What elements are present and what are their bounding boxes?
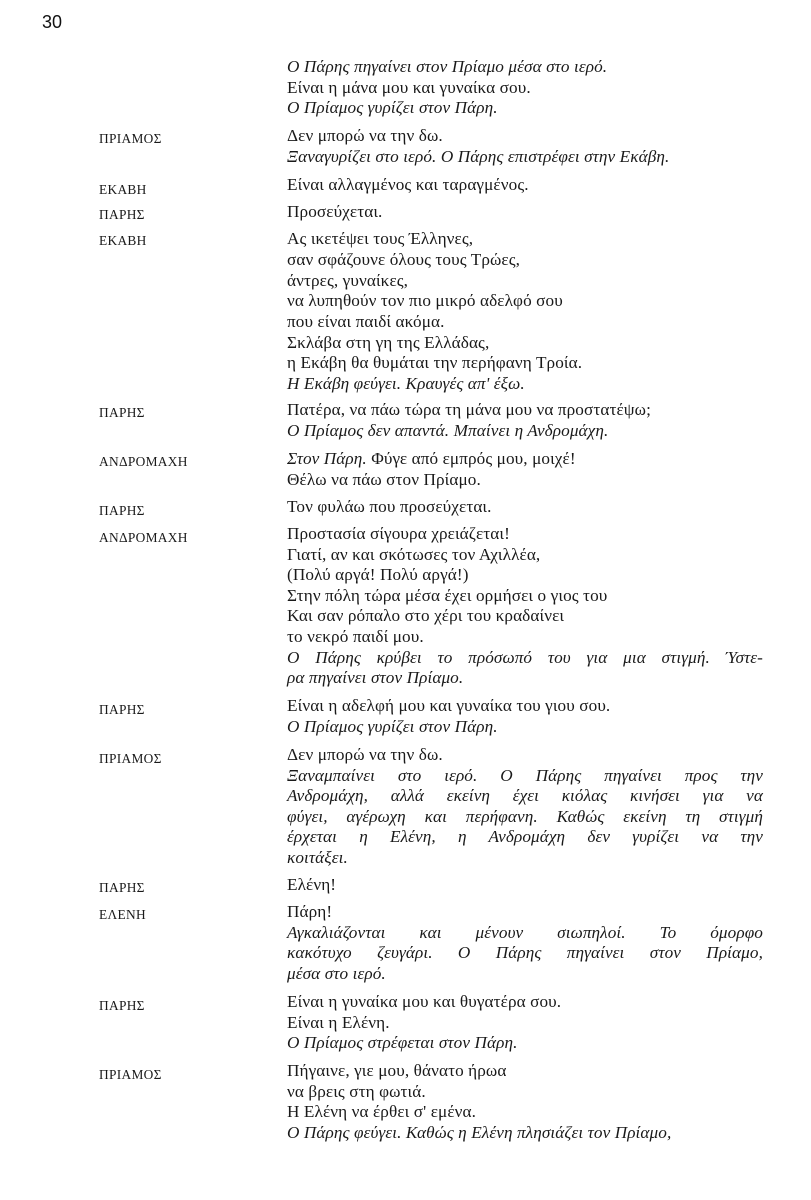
stage-direction: Ο Πάρης κρύβει το πρόσωπό του για μια στιγμή. Ύστε- (287, 648, 763, 667)
speaker-name: ΠΑΡΗΣ (99, 405, 145, 420)
stage-direction: φύγει, αγέρωχη και περήφανη. Καθώς εκείνη τη στιγμή (287, 807, 763, 826)
dialogue-line: Είναι η γυναίκα μου και θυγατέρα σου. (287, 992, 562, 1011)
stage-direction: ρα πηγαίνει στον Πρίαμο. (287, 668, 464, 687)
dialogue-line: Ελένη! (287, 875, 337, 894)
dialogue-text: Φύγε από εμπρός μου, μοιχέ! (366, 449, 576, 468)
dialogue-line (287, 449, 576, 470)
dialogue-line: Προσεύχεται. (287, 202, 383, 221)
stage-direction: Ο Πάρης πηγαίνει στον Πρίαμο μέσα στο ιερό. (287, 57, 608, 76)
dialogue-line: Πάρη! (287, 902, 333, 921)
speaker-name: ΠΑΡΗΣ (99, 207, 145, 222)
dialogue-line: Πατέρα, να πάω τώρα τη μάνα μου να προστατέψω; (287, 400, 651, 419)
speaker-name: ΠΑΡΗΣ (99, 503, 145, 518)
speaker-name: ΕΚΑΒΗ (99, 182, 147, 197)
speaker-name: ΑΝΔΡΟΜΑΧΗ (99, 454, 188, 469)
stage-direction: Ο Πρίαμος στρέφεται στον Πάρη. (287, 1033, 518, 1052)
stage-direction: Ο Πρίαμος δεν απαντά. Μπαίνει η Ανδρομάχη. (287, 421, 609, 440)
speaker-name: ΑΝΔΡΟΜΑΧΗ (99, 530, 188, 545)
dialogue-line: Δεν μπορώ να την δω. (287, 126, 443, 145)
stage-direction: Ο Πρίαμος γυρίζει στον Πάρη. (287, 98, 498, 117)
dialogue-line: Είναι αλλαγμένος και ταραγμένος. (287, 175, 529, 194)
speaker-name: ΠΑΡΗΣ (99, 998, 145, 1013)
dialogue-line: να βρεις στη φωτιά. (287, 1082, 426, 1101)
speaker-name: ΠΑΡΗΣ (99, 702, 145, 717)
dialogue-line: σαν σφάζουνε όλους τους Τρώες, (287, 250, 521, 269)
speaker-name: ΠΡΙΑΜΟΣ (99, 1067, 162, 1082)
dialogue-line: που είναι παιδί ακόμα. (287, 312, 445, 331)
stage-direction: κοιτάξει. (287, 848, 348, 867)
dialogue-line: Είναι η Ελένη. (287, 1013, 390, 1032)
dialogue-line: Δεν μπορώ να την δω. (287, 745, 443, 764)
dialogue-line: Σκλάβα στη γη της Ελλάδας, (287, 333, 490, 352)
dialogue-line: Πήγαινε, γιε μου, θάνατο ήρωα (287, 1061, 507, 1080)
dialogue-line: Τον φυλάω που προσεύχεται. (287, 497, 492, 516)
stage-direction: Ανδρομάχη, αλλά εκείνη έχει κιόλας κινήσει για να (287, 786, 763, 805)
stage-direction: Η Εκάβη φεύγει. Κραυγές απ' έξω. (287, 374, 525, 393)
dialogue-line: Η Ελένη να έρθει σ' εμένα. (287, 1102, 477, 1121)
speaker-name: ΕΚΑΒΗ (99, 233, 147, 248)
dialogue-line: Ας ικετέψει τους Έλληνες, (287, 229, 474, 248)
stage-direction: Ο Πάρης φεύγει. Καθώς η Ελένη πλησιάζει τον Πρίαμο, (287, 1123, 672, 1142)
dialogue-line: Στην πόλη τώρα μέσα έχει ορμήσει ο γιος του (287, 586, 608, 605)
dialogue-line: Και σαν ρόπαλο στο χέρι του κραδαίνει (287, 606, 565, 625)
stage-direction: Ξαναμπαίνει στο ιερό. Ο Πάρης πηγαίνει προς την (287, 766, 763, 785)
stage-direction: Στον Πάρη. (287, 449, 367, 468)
dialogue-line: να λυπηθούν τον πιο μικρό αδελφό σου (287, 291, 563, 310)
stage-direction: Αγκαλιάζονται και μένουν σιωπηλοί. Το όμορφο (287, 923, 763, 942)
dialogue-line: Είναι η αδελφή μου και γυναίκα του γιου σου. (287, 696, 611, 715)
dialogue-line: Γιατί, αν και σκότωσες τον Αχιλλέα, (287, 545, 541, 564)
dialogue-line: Είναι η μάνα μου και γυναίκα σου. (287, 78, 531, 97)
speaker-name: ΠΡΙΑΜΟΣ (99, 131, 162, 146)
stage-direction: μέσα στο ιερό. (287, 964, 386, 983)
speaker-name: ΠΑΡΗΣ (99, 880, 145, 895)
stage-direction: κακότυχο ζευγάρι. Ο Πάρης πηγαίνει στον Πρίαμο, (287, 943, 763, 962)
speaker-name: ΠΡΙΑΜΟΣ (99, 751, 162, 766)
dialogue-line: Θέλω να πάω στον Πρίαμο. (287, 470, 481, 489)
stage-direction: Ξαναγυρίζει στο ιερό. Ο Πάρης επιστρέφει στην Εκάβη. (287, 147, 670, 166)
stage-direction: έρχεται η Ελένη, η Ανδρομάχη δεν γυρίζει να την (287, 827, 763, 846)
dialogue-line: (Πολύ αργά! Πολύ αργά!) (287, 565, 469, 584)
stage-direction: Ο Πρίαμος γυρίζει στον Πάρη. (287, 717, 498, 736)
dialogue-line: άντρες, γυναίκες, (287, 271, 409, 290)
speaker-name: ΕΛΕΝΗ (99, 907, 146, 922)
dialogue-line: το νεκρό παιδί μου. (287, 627, 424, 646)
dialogue-line: Προστασία σίγουρα χρειάζεται! (287, 524, 510, 543)
page-number: 30 (42, 12, 63, 32)
dialogue-line: η Εκάβη θα θυμάται την περήφανη Τροία. (287, 353, 583, 372)
